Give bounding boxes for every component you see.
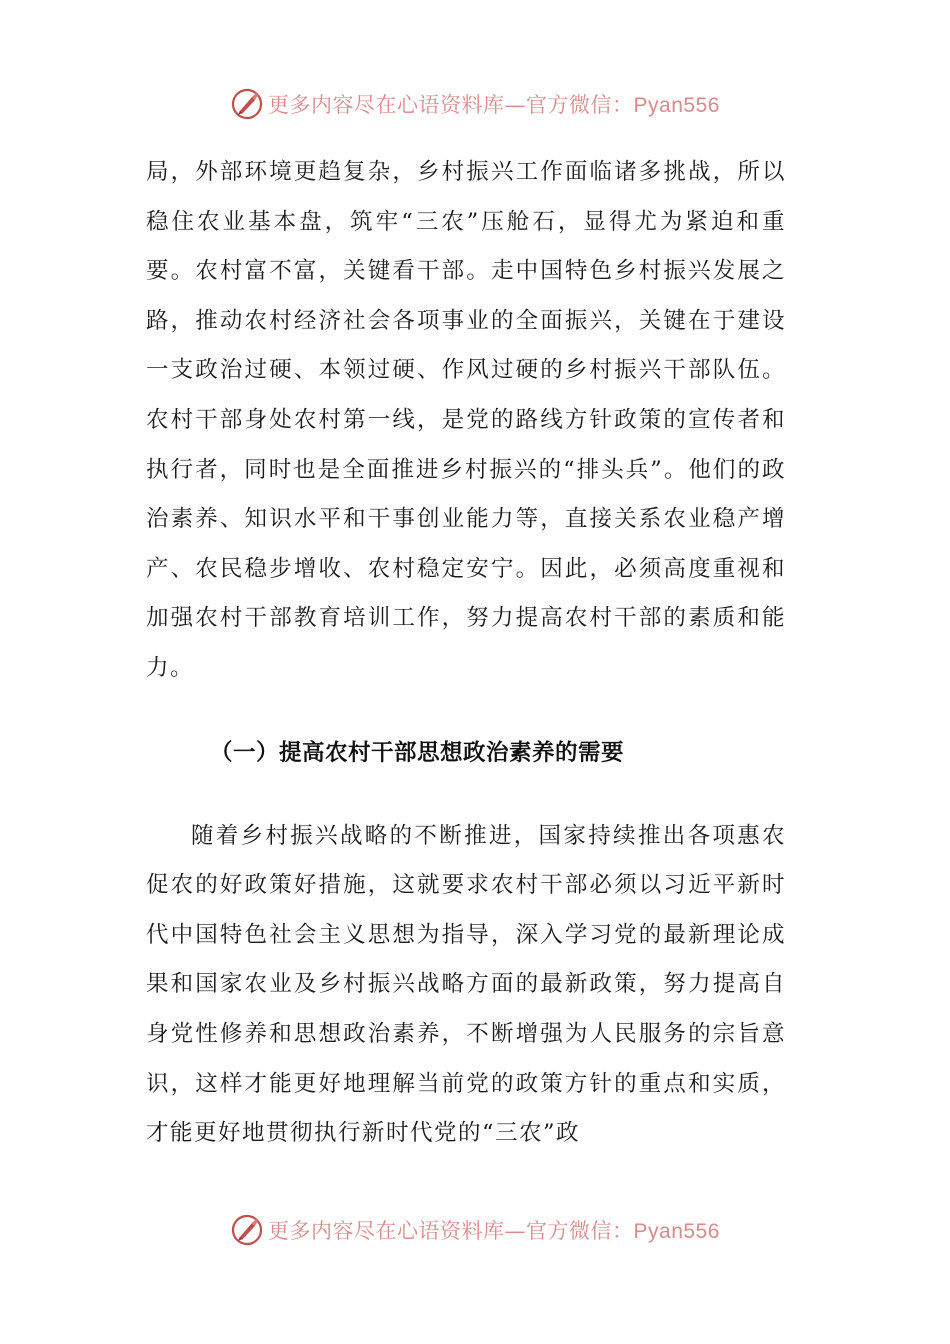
watermark-site-text: 更多内容尽在心语资料库—官方微信： <box>268 93 634 117</box>
section-heading: （一）提高农村干部思想政治素养的需要 <box>210 739 625 766</box>
watermark-site-text: 更多内容尽在心语资料库—官方微信： <box>268 1219 634 1243</box>
header-watermark <box>0 84 950 124</box>
pen-quill-logo-icon <box>230 87 264 121</box>
watermark-text <box>268 89 720 119</box>
watermark-text <box>268 1215 720 1245</box>
footer-watermark <box>0 1210 950 1250</box>
body-paragraph-1: 局，外部环境更趋复杂，乡村振兴工作面临诸多挑战，所以稳住农业基本盘，筑牢“三农”压舱石，显得尤为紧迫和重要。农村富不富，关键看干部。走中国特色乡村振兴发展之路，推动农村经济社会各项事业的全面振兴，关键在于建设一支政治过硬、本领过硬、作风过硬的乡村振兴干部队伍。农村干部身处农村第一线，是党的路线方针政策的宣传者和执行者，同时也是全面推进乡村振兴的“排头兵”。他们的政治素养、知识水平和干事创业能力等，直接关系农业稳产增产、农民稳步增收、农村稳定安宁。因此，必须高度重视和加强农村干部教育培训工作，努力提高农村干部的素质和能力。 <box>146 159 786 681</box>
watermark-wechat-id: Pyan556 <box>633 94 720 117</box>
body-paragraph-2: 随着乡村振兴战略的不断推进，国家持续推出各项惠农促农的好政策好措施，这就要求农村干部必须以习近平新时代中国特色社会主义思想为指导，深入学习党的最新理论成果和国家农业及乡村振兴战略方面的最新政策，努力提高自身党性修养和思想政治素养，不断增强为人民服务的宗旨意识，这样才能更好地理解当前党的政策方针的重点和实质，才能更好地贯彻执行新时代党的“三农”政 <box>146 822 786 1147</box>
watermark-wechat-id: Pyan556 <box>633 1220 720 1243</box>
document-body <box>146 148 786 1159</box>
pen-quill-logo-icon <box>230 1213 264 1247</box>
